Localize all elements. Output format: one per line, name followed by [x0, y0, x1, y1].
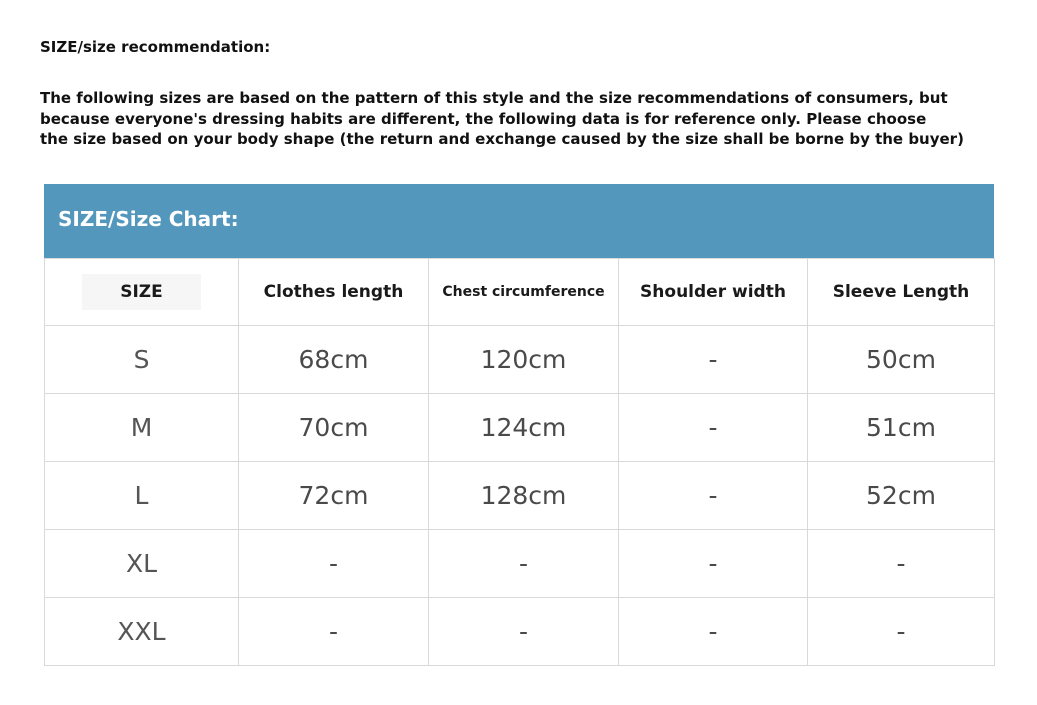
size-cell: XXL [45, 598, 239, 666]
column-header-size-label: SIZE [82, 274, 201, 310]
notice-line: because everyone's dressing habits are different, the following data is for reference only. Please choose [40, 109, 927, 128]
column-header-clothes-length: Clothes length [239, 259, 429, 326]
chest-circumference-cell: 124cm [429, 394, 619, 462]
table-row [45, 462, 995, 530]
chest-circumference-cell: - [429, 530, 619, 598]
size-cell: L [45, 462, 239, 530]
shoulder-width-cell: - [619, 462, 808, 530]
clothes-length-cell: 70cm [239, 394, 429, 462]
chest-circumference-cell: - [429, 598, 619, 666]
sleeve-length-cell: - [808, 598, 995, 666]
sleeve-length-cell: - [808, 530, 995, 598]
shoulder-width-cell: - [619, 598, 808, 666]
shoulder-width-cell: - [619, 530, 808, 598]
size-cell: XL [45, 530, 239, 598]
size-table [44, 258, 995, 666]
notice-line: The following sizes are based on the pattern of this style and the size recommendations of consumers, but [40, 89, 948, 107]
column-header-shoulder-width: Shoulder width [619, 259, 808, 326]
column-header-chest-circumference: Chest circumference [429, 259, 619, 326]
shoulder-width-cell: - [619, 394, 808, 462]
clothes-length-cell: 72cm [239, 462, 429, 530]
sleeve-length-cell: 51cm [808, 394, 995, 462]
size-cell: M [45, 394, 239, 462]
notice-line: the size based on your body shape (the return and exchange caused by the size shall be borne by the buyer) [40, 130, 964, 148]
sleeve-length-cell: 50cm [808, 326, 995, 394]
table-row [45, 598, 995, 666]
size-cell: S [45, 326, 239, 394]
table-row [45, 394, 995, 462]
sleeve-length-cell: 52cm [808, 462, 995, 530]
shoulder-width-cell: - [619, 326, 808, 394]
size-chart [44, 184, 994, 666]
column-header-size [45, 259, 239, 326]
size-notice [40, 88, 1020, 150]
page-heading: SIZE/size recommendation: [40, 38, 271, 56]
clothes-length-cell: - [239, 530, 429, 598]
chest-circumference-cell: 120cm [429, 326, 619, 394]
table-row [45, 326, 995, 394]
clothes-length-cell: - [239, 598, 429, 666]
table-row [45, 530, 995, 598]
size-chart-title: SIZE/Size Chart: [44, 184, 994, 258]
clothes-length-cell: 68cm [239, 326, 429, 394]
chest-circumference-cell: 128cm [429, 462, 619, 530]
table-header-row [45, 259, 995, 326]
column-header-sleeve-length: Sleeve Length [808, 259, 995, 326]
